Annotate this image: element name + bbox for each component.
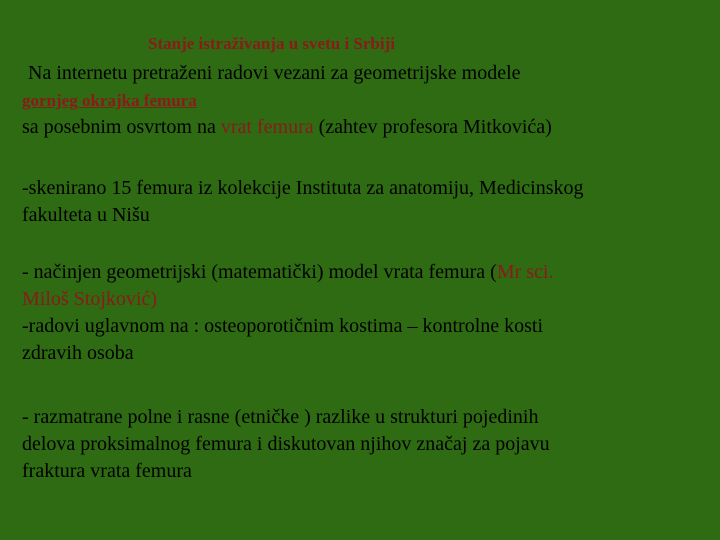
highlight-upper-femur: gornjeg okrajka femura [22, 91, 197, 110]
p3-line-1-text: - načinjen geometrijski (matematički) model vrata femura ( [22, 261, 497, 283]
slide-title: Stanje istraživanja u svetu i Srbiji [148, 34, 395, 53]
p1-line-3-end: (zahtev profesora Mitkovića) [313, 116, 552, 138]
author-name: Miloš Stojković [22, 288, 151, 310]
p3-line-3: -radovi uglavnom na : osteoporotičnim kostima – kontrolne kosti [22, 315, 544, 337]
paragraph-differences [22, 404, 550, 485]
highlight-femoral-neck: vrat femura [220, 116, 314, 138]
p1-line-3-start: sa posebnim osvrtom na [22, 116, 221, 138]
p4-line-2: delova proksimalnog femura i diskutovan njihov značaj za pojavu [22, 433, 550, 455]
author-title: Mr sci. [496, 261, 554, 283]
paragraph-scanning [22, 175, 584, 229]
p2-line-1: -skenirano 15 femura iz kolekcije Instituta za anatomiju, Medicinskog [22, 177, 584, 199]
p3-line-1 [22, 259, 553, 286]
author-close-paren: ) [150, 288, 158, 310]
p1-line-2 [22, 87, 552, 114]
paragraph-internet-search [22, 60, 552, 141]
p3-line-4: zdravih osoba [22, 342, 134, 364]
paragraph-model [22, 259, 553, 367]
p1-line-3 [22, 114, 552, 141]
p1-line-1: Na internetu pretraženi radovi vezani za geometrijske modele [28, 62, 521, 84]
p3-line-2 [22, 286, 553, 313]
p4-line-1: - razmatrane polne i rasne (etničke ) razlike u strukturi pojedinih [22, 406, 539, 428]
p4-line-3: fraktura vrata femura [22, 460, 192, 482]
p2-line-2: fakulteta u Nišu [22, 204, 150, 226]
